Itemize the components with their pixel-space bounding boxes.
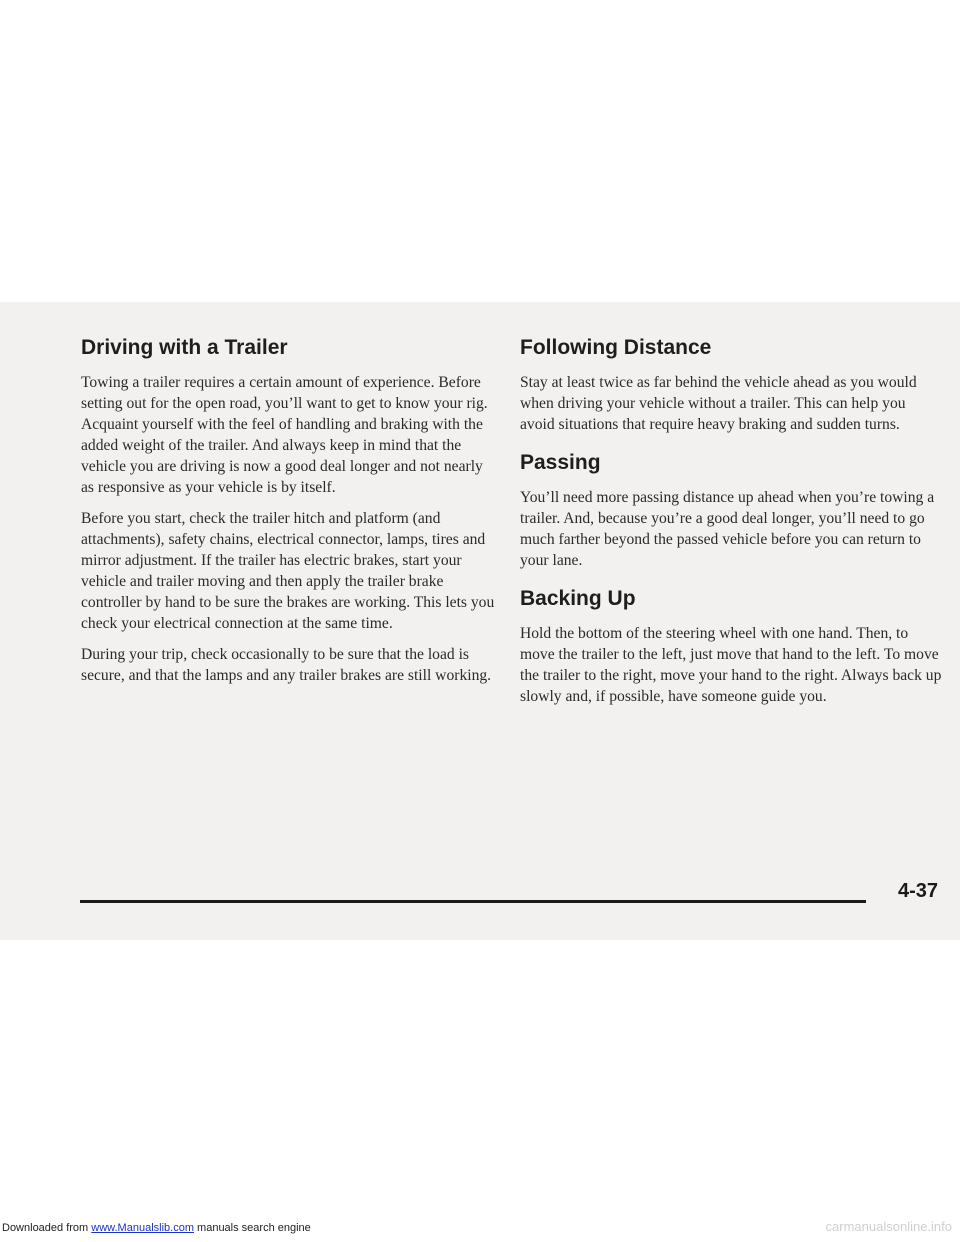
right-column <box>520 336 944 707</box>
heading-backing-up: Backing Up <box>520 587 636 610</box>
top-margin <box>0 0 960 302</box>
page-number: 4-37 <box>898 880 939 902</box>
download-prefix: Downloaded from <box>2 1222 92 1234</box>
download-notice <box>2 1222 311 1234</box>
paragraph: Hold the bottom of the steering wheel with one hand. Then, to move the trailer to the left, just move that hand to the left. To move the trailer to the right, move your hand to the right. Always back up slowly and, if possible, have someone guide you. <box>520 625 942 705</box>
left-column <box>81 336 499 686</box>
paragraph: During your trip, check occasionally to be sure that the load is secure, and that the lamps and any trailer brakes are still working. <box>81 646 492 684</box>
paragraph: You’ll need more passing distance up ahead when you’re towing a trailer. And, because you’re a good deal longer, you’ll need to go much farther beyond the passed vehicle before you can return to your lane. <box>520 489 935 569</box>
download-suffix: manuals search engine <box>193 1222 311 1234</box>
heading-following-distance: Following Distance <box>520 336 712 359</box>
paragraph: Towing a trailer requires a certain amount of experience. Before setting out for the open road, you’ll want to get to know your rig. Acquaint yourself with the feel of handling and braking with the added weight of the trailer. And always keep in mind that the vehicle you are driving is now a good deal longer and not nearly as responsive as your vehicle is by itself. <box>81 374 488 496</box>
footer-rule <box>80 900 866 903</box>
paragraph: Stay at least twice as far behind the vehicle ahead as you would when driving your vehicle without a trailer. This can help you avoid situations that require heavy braking and sudden turns. <box>520 374 917 433</box>
manualslib-link[interactable]: www.Manualslib.com <box>91 1222 194 1234</box>
watermark: carmanualsonline.info <box>825 1219 952 1234</box>
bottom-margin <box>0 940 960 1242</box>
heading-passing: Passing <box>520 451 601 474</box>
heading-driving-with-trailer: Driving with a Trailer <box>81 336 288 359</box>
paragraph: Before you start, check the trailer hitch and platform (and attachments), safety chains, electrical connector, lamps, tires and mirror adjustment. If the trailer has electric brakes, start your vehicle and trailer moving and then apply the trailer brake controller by hand to be sure the brakes are working. This lets you check your electrical connection at the same time. <box>81 510 495 632</box>
